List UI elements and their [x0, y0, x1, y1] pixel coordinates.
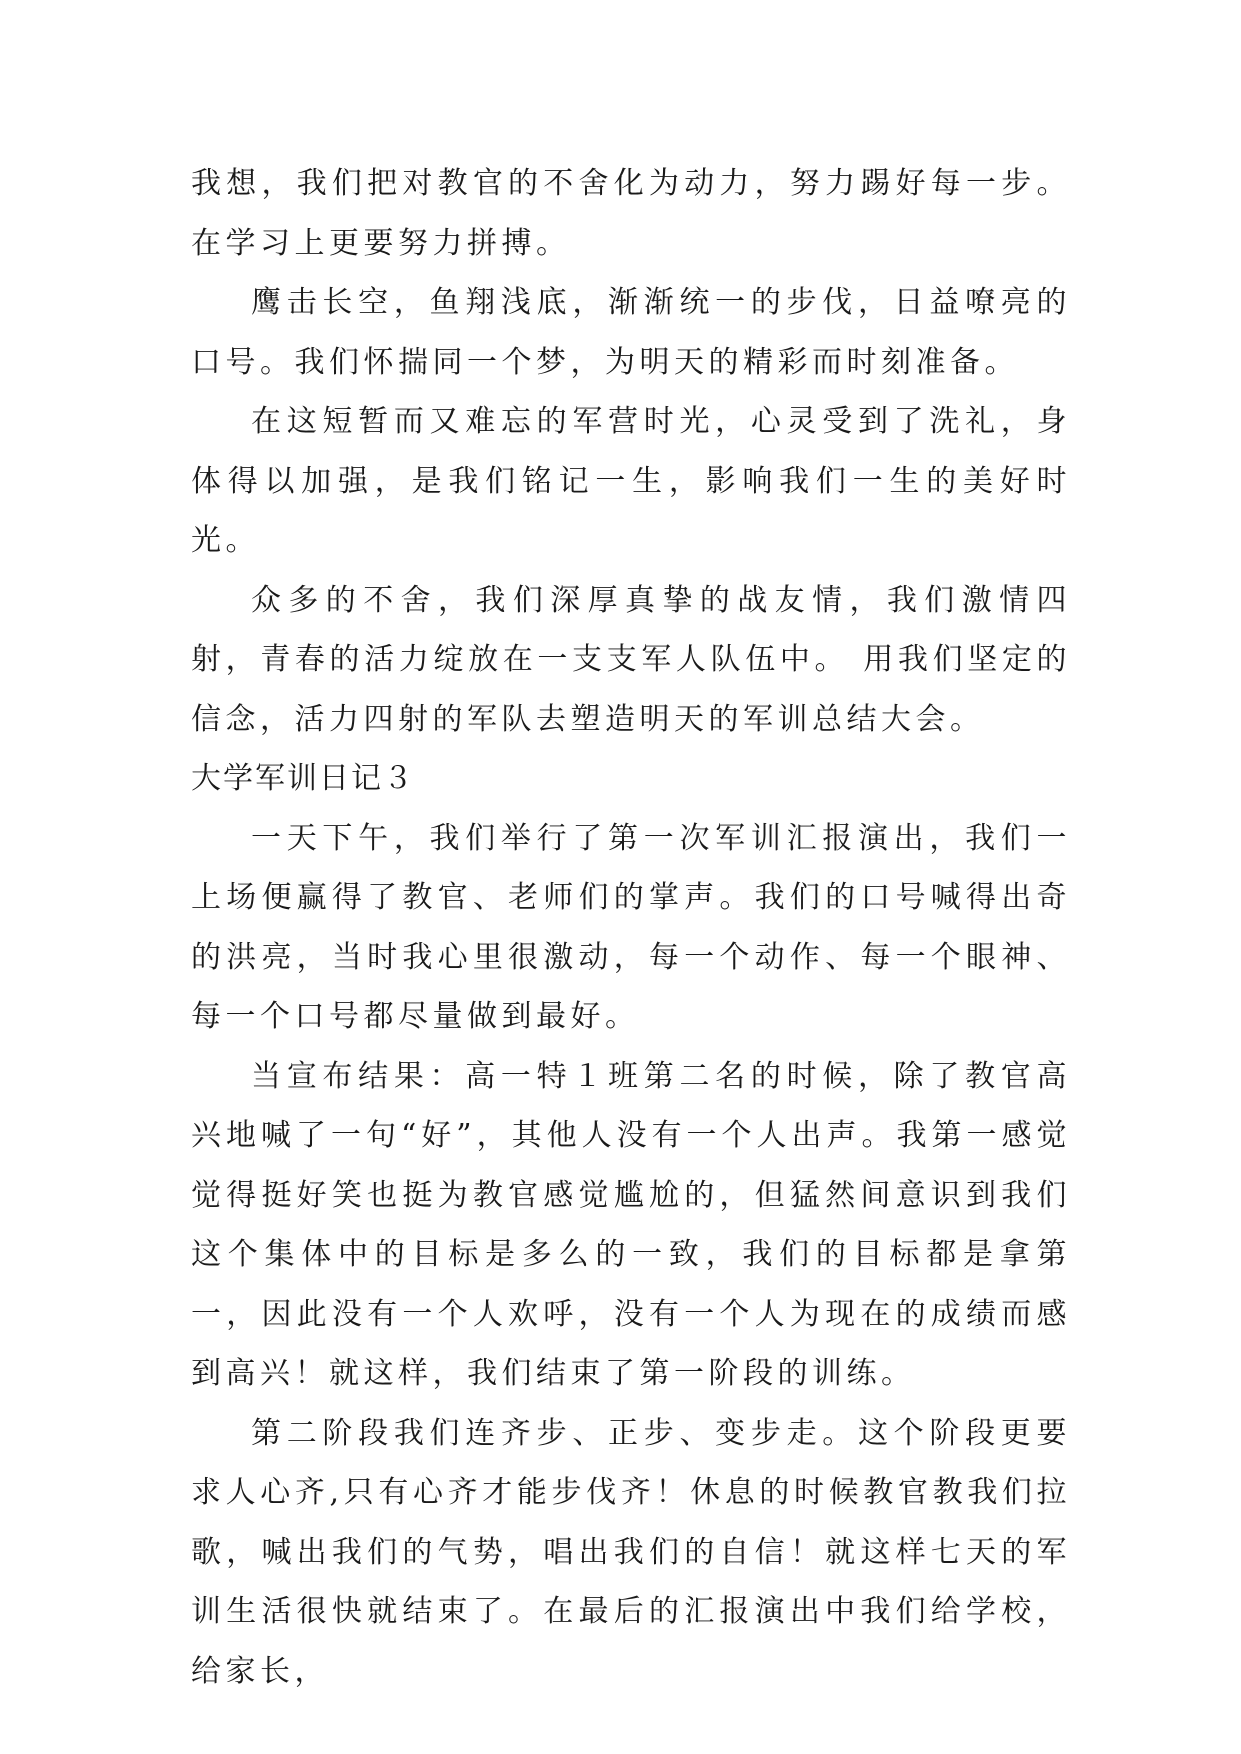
paragraph-1: 我想，我们把对教官的不舍化为动力，努力踢好每一步。在学习上更要努力拼搏。 [191, 166, 1071, 261]
paragraph-2: 鹰击长空，鱼翔浅底，渐渐统一的步伐，日益嘹亮的口号。我们怀揣同一个梦，为明天的精彩而时刻准备。 [191, 285, 1071, 380]
section-heading: 大学军训日记３ [191, 761, 415, 796]
paragraph-5: 一天下午，我们举行了第一次军训汇报演出，我们一上场便赢得了教官、老师们的掌声。我们的口号喊得出奇的洪亮，当时我心里很激动，每一个动作、每一个眼神、每一个口号都尽量做到最好。 [191, 820, 1071, 1034]
paragraph-4: 众多的不舍，我们深厚真挚的战友情，我们激情四射，青春的活力绽放在一支支军人队伍中。 用我们坚定的信念，活力四射的军队去塑造明天的军训总结大会。 [191, 582, 1071, 737]
document-body [191, 154, 1071, 1701]
paragraph-3: 在这短暂而又难忘的军营时光，心灵受到了洗礼，身体得以加强，是我们铭记一生，影响我们一生的美好时光。 [191, 404, 1071, 558]
paragraph-6: 当宣布结果：高一特１班第二名的时候，除了教官高兴地喊了一句“好”，其他人没有一个人出声。我第一感觉觉得挺好笑也挺为教官感觉尴尬的，但猛然间意识到我们这个集体中的目标是多么的一致，我们的目标都是拿第一，因此没有一个人欢呼，没有一个人为现在的成绩而感到高兴！就这样，我们结束了第一阶段的训练。 [191, 1058, 1071, 1391]
paragraph-7: 第二阶段我们连齐步、正步、变步走。这个阶段更要求人心齐,只有心齐才能步伐齐！休息的时候教官教我们拉歌，喊出我们的气势，唱出我们的自信！就这样七天的军训生活很快就结束了。在最后的汇报演出中我们给学校，给家长， [191, 1415, 1071, 1689]
